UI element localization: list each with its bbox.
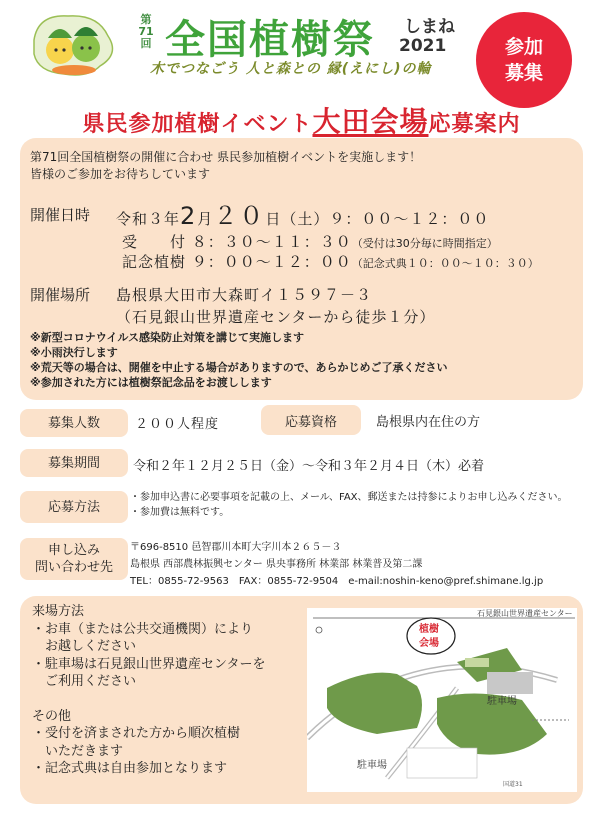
slogan: 木でつなごう 人と森との 縁(えにし)の輪 bbox=[150, 61, 432, 77]
road-label: 国道31 bbox=[503, 781, 523, 788]
other-item: ・受付を済まされた方から順次植樹 bbox=[32, 726, 241, 741]
event-title-prefix: 県民参加植樹イベント bbox=[82, 112, 313, 137]
access-item: ご利用ください bbox=[32, 674, 137, 689]
period-label: 募集期間 bbox=[20, 449, 128, 477]
access-info bbox=[32, 603, 265, 778]
reception-time: ８：３０～１１：３０ bbox=[191, 233, 352, 251]
eligibility-value: 島根県内在住の方 bbox=[376, 415, 481, 430]
map-drawing bbox=[307, 608, 577, 792]
access-item: お越しください bbox=[32, 639, 137, 654]
note-item: ※小雨決行します bbox=[30, 346, 118, 359]
contact-address: 〒696-8510 邑智郡川本町大字川本２６５－３ bbox=[130, 542, 342, 553]
venue-marker-line-1: 植樹 bbox=[419, 624, 439, 635]
method-line-2: ・参加費は無料です。 bbox=[130, 507, 230, 518]
mascot-logo bbox=[28, 10, 120, 80]
place-note: （石見銀山世界遺産センターから徒歩１分） bbox=[116, 308, 436, 326]
contact-label-line-1: 申し込み bbox=[47, 543, 100, 558]
event-info-box bbox=[20, 138, 583, 400]
recruitment-badge bbox=[476, 12, 572, 108]
note-item: ※参加された方には植樹祭記念品をお渡しします bbox=[30, 376, 272, 389]
planting-time: ９：００～１２：００ bbox=[191, 253, 352, 271]
reception-label: 受 付 bbox=[122, 233, 187, 251]
note-item: ※荒天等の場合は、開催を中止する場合がありますので、あらかじめご了承ください bbox=[30, 361, 448, 374]
date-day-unit: 日 bbox=[265, 210, 282, 228]
prefecture-label: しまね bbox=[404, 17, 455, 37]
capacity-value: ２００人程度 bbox=[135, 417, 220, 432]
parking-label-2: 駐車場 bbox=[357, 760, 387, 771]
festival-title: 全国植樹祭 bbox=[165, 16, 375, 63]
parking-label-1: 駐車場 bbox=[487, 696, 517, 707]
date-day: ２０ bbox=[213, 202, 266, 230]
header bbox=[0, 0, 603, 100]
notes-list bbox=[30, 330, 447, 390]
badge-line-1: 参加 bbox=[504, 36, 543, 58]
place-label: 開催場所 bbox=[30, 286, 91, 304]
access-heading: 来場方法 bbox=[32, 604, 85, 619]
venue-map bbox=[307, 608, 577, 792]
planting-note: （記念式典１０：００～１０：３０） bbox=[351, 257, 539, 270]
contact-office: 島根県 西部農林振興センター 県央事務所 林業部 林業普及第二課 bbox=[130, 559, 423, 570]
event-title-venue: 大田会場 bbox=[312, 105, 429, 138]
date-value bbox=[116, 196, 489, 231]
date-time: ９：００～１２：００ bbox=[329, 210, 490, 228]
date-month: 2 bbox=[180, 202, 198, 230]
year-label: 2021 bbox=[399, 36, 447, 56]
place-address: 島根県大田市大森町イ１５９７－３ bbox=[116, 286, 373, 304]
intro-text bbox=[30, 149, 421, 183]
intro-line-1: 第71回全国植樹祭の開催に合わせ 県民参加植樹イベントを実施します！ bbox=[30, 150, 422, 164]
badge-line-2: 募集 bbox=[504, 62, 543, 84]
capacity-label: 募集人数 bbox=[20, 409, 128, 437]
other-item: いただきます bbox=[32, 743, 124, 759]
period-value: 令和２年１２月２５日（金）～令和３年２月４日（木）必着 bbox=[133, 459, 485, 474]
access-item: ・駐車場は石見銀山世界遺産センターを bbox=[32, 656, 266, 672]
venue-marker-line-2: 会場 bbox=[419, 638, 439, 649]
date-era: 令和３年 bbox=[116, 210, 181, 228]
reception-row bbox=[122, 231, 498, 252]
event-title bbox=[0, 100, 603, 140]
access-item: ・お車（または公共交通機関）により bbox=[32, 621, 254, 637]
intro-line-2: 皆様のご参加をお待ちしています bbox=[30, 167, 211, 181]
contact-label-line-2: 問い合わせ先 bbox=[34, 560, 113, 575]
access-box bbox=[20, 596, 583, 804]
other-item: ・記念式典は自由参加となります bbox=[32, 761, 228, 776]
contact-tel: TEL：0855-72-9563 FAX：0855-72-9504 e-mail:noshin-keno@pref.shimane.lg.jp bbox=[130, 576, 544, 587]
method-line-1: ・参加申込書に必要事項を記載の上、メール、FAX、郵送または持参によりお申し込みください。 bbox=[130, 492, 568, 503]
event-title-suffix: 応募案内 bbox=[428, 112, 521, 137]
planting-label: 記念植樹 bbox=[122, 253, 187, 271]
method-text bbox=[130, 490, 568, 520]
edition-label: 第71回 bbox=[138, 13, 154, 50]
date-weekday: （土） bbox=[281, 210, 330, 228]
date-label: 開催日時 bbox=[30, 206, 91, 224]
other-heading: その他 bbox=[32, 708, 72, 724]
planting-row bbox=[122, 251, 539, 272]
contact-label bbox=[20, 538, 128, 580]
note-item: ※新型コロナウイルス感染防止対策を講じて実施します bbox=[30, 331, 305, 344]
eligibility-label: 応募資格 bbox=[261, 405, 361, 435]
date-month-unit: 月 bbox=[197, 210, 214, 228]
reception-note: （受付は30分毎に時間指定） bbox=[351, 237, 498, 250]
contact-info bbox=[130, 539, 543, 590]
map-center-label: 石見銀山世界遺産センター bbox=[477, 609, 573, 618]
method-label: 応募方法 bbox=[20, 491, 128, 523]
